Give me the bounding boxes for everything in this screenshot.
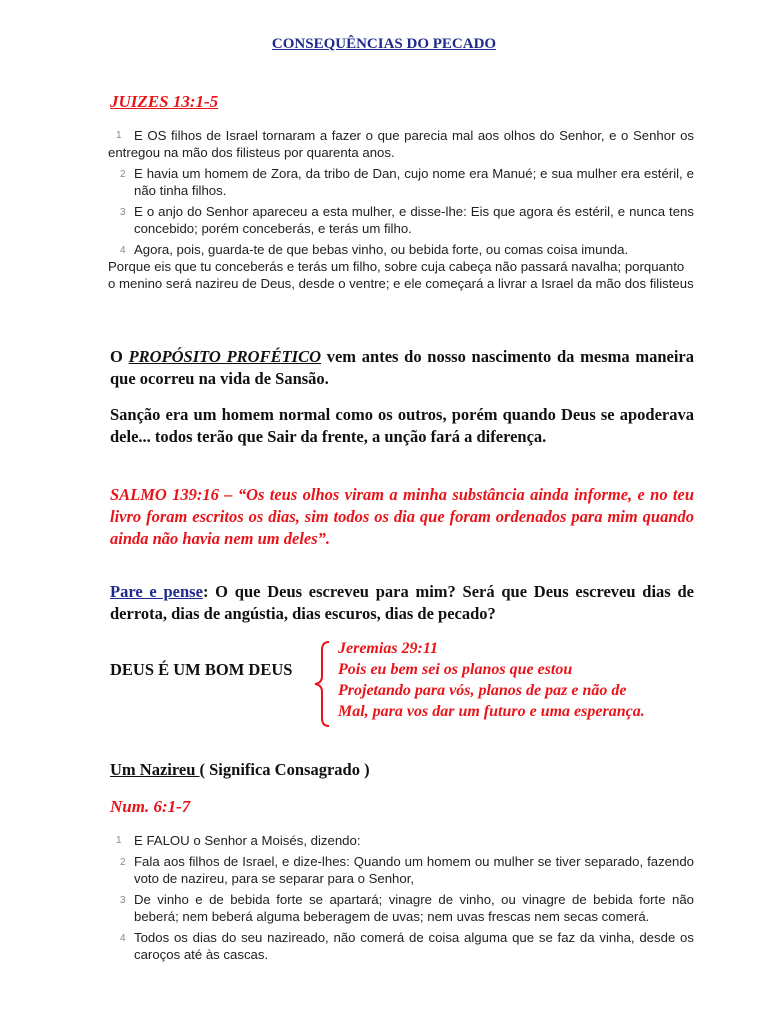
verse-number: 4: [120, 933, 126, 944]
paragraph-pare-e-pense: [110, 581, 694, 625]
verse-text: E FALOU o Senhor a Moisés, dizendo:: [134, 833, 361, 848]
verse-item: [108, 203, 694, 237]
verse-text: E OS filhos de Israel tornaram a fazer o que parecia mal aos olhos do Senhor, e o Senhor os entregou na mão dos filisteus por quarenta anos.: [108, 128, 694, 160]
verse-number: 4: [120, 245, 126, 256]
jeremias-line: Projetando para vós, planos de paz e não de: [338, 682, 627, 699]
curly-brace-icon: [313, 640, 333, 728]
verse-item: [108, 165, 694, 199]
verse-text: E havia um homem de Zora, da tribo de Dan, cujo nome era Manué; e sua mulher era estéril, e não tinha filhos.: [134, 166, 694, 198]
scripture-reference-num: Num. 6:1-7: [110, 797, 191, 816]
verse-text: E o anjo do Senhor apareceu a esta mulher, e disse-lhe: Eis que agora és estéril, e nunca tens concebido; porém conceberás, e terás um filho.: [134, 204, 694, 236]
pare-e-pense-label: Pare e pense: [110, 582, 203, 601]
verse-item: [108, 929, 694, 963]
verse-item: [108, 853, 694, 887]
verse-item: [108, 891, 694, 925]
jeremias-quote: [338, 638, 645, 722]
verse-list-juizes: [108, 127, 694, 262]
nazireu-heading: [110, 760, 370, 780]
verse-paragraph: Porque eis que tu conceberás e terás um filho, sobre cuja cabeça não passará navalha; porquanto o menino será nazireu de Deus, desde o ventre; e ele começará a livrar a Israel da mão dos filisteus: [108, 259, 694, 291]
paragraph-lead: O: [110, 347, 123, 366]
verse-item: [108, 832, 694, 849]
jeremias-line: Mal, para vos dar um futuro e uma esperança.: [338, 703, 645, 720]
paragraph-text: vem antes do nosso nascimento da mesma maneira que ocorreu na vida de Sansão.: [110, 347, 694, 388]
salmo-quote: SALMO 139:16 – “Os teus olhos viram a minha substância ainda informe, e no teu livro foram escritos os dias, sim todos os dia que foram ordenados para mim quando ainda não havia nem um deles”.: [110, 485, 694, 548]
deus-bom-heading: DEUS É UM BOM DEUS: [110, 660, 293, 679]
verse-text: Fala aos filhos de Israel, e dize-lhes: Quando um homem ou mulher se tiver separado, fazendo voto de nazireu, para se separar para o Senhor,: [134, 854, 694, 886]
verse-text: Todos os dias do seu nazireado, não comerá de coisa alguma que se faz da vinha, desde os caroços até às cascas.: [134, 930, 694, 962]
verse-number: 1: [116, 835, 122, 846]
verse-text: Agora, pois, guarda-te de que bebas vinho, ou bebida forte, ou comas coisa imunda.: [134, 242, 629, 257]
verse-number: 3: [120, 207, 126, 218]
jeremias-reference: Jeremias 29:11: [338, 640, 438, 657]
proposito-emphasis: PROPÓSITO PROFÉTICO: [128, 347, 322, 366]
paragraph-text: : O que Deus escreveu para mim? Será que Deus escreveu dias de derrota, dias de angústia, dias escuros, dias de pecado?: [110, 582, 694, 623]
verse-list-num: [108, 832, 694, 967]
jeremias-line: Pois eu bem sei os planos que estou: [338, 661, 573, 678]
verse-number: 2: [120, 857, 126, 868]
verse-item: [108, 241, 694, 258]
verse-number: 1: [116, 130, 122, 141]
verse-number: 3: [120, 895, 126, 906]
nazireu-meaning: ( Significa Consagrado ): [199, 760, 370, 779]
nazireu-label: Um Nazireu: [110, 760, 200, 779]
verse-item: [108, 127, 694, 161]
scripture-reference-juizes: JUIZES 13:1-5: [110, 92, 219, 111]
verse-text: De vinho e de bebida forte se apartará; vinagre de vinho, ou vinagre de bebida forte não beberá; nem beberá alguma beberagem de uvas; nem uvas frescas nem secas comerá.: [134, 892, 694, 924]
paragraph-sancao: Sanção era um homem normal como os outros, porém quando Deus se apoderava dele... todos terão que Sair da frente, a unção fará a diferença.: [110, 405, 694, 446]
verse-number: 2: [120, 169, 126, 180]
page-title: CONSEQUÊNCIAS DO PECADO: [271, 36, 497, 52]
paragraph-proposito: [110, 346, 694, 390]
